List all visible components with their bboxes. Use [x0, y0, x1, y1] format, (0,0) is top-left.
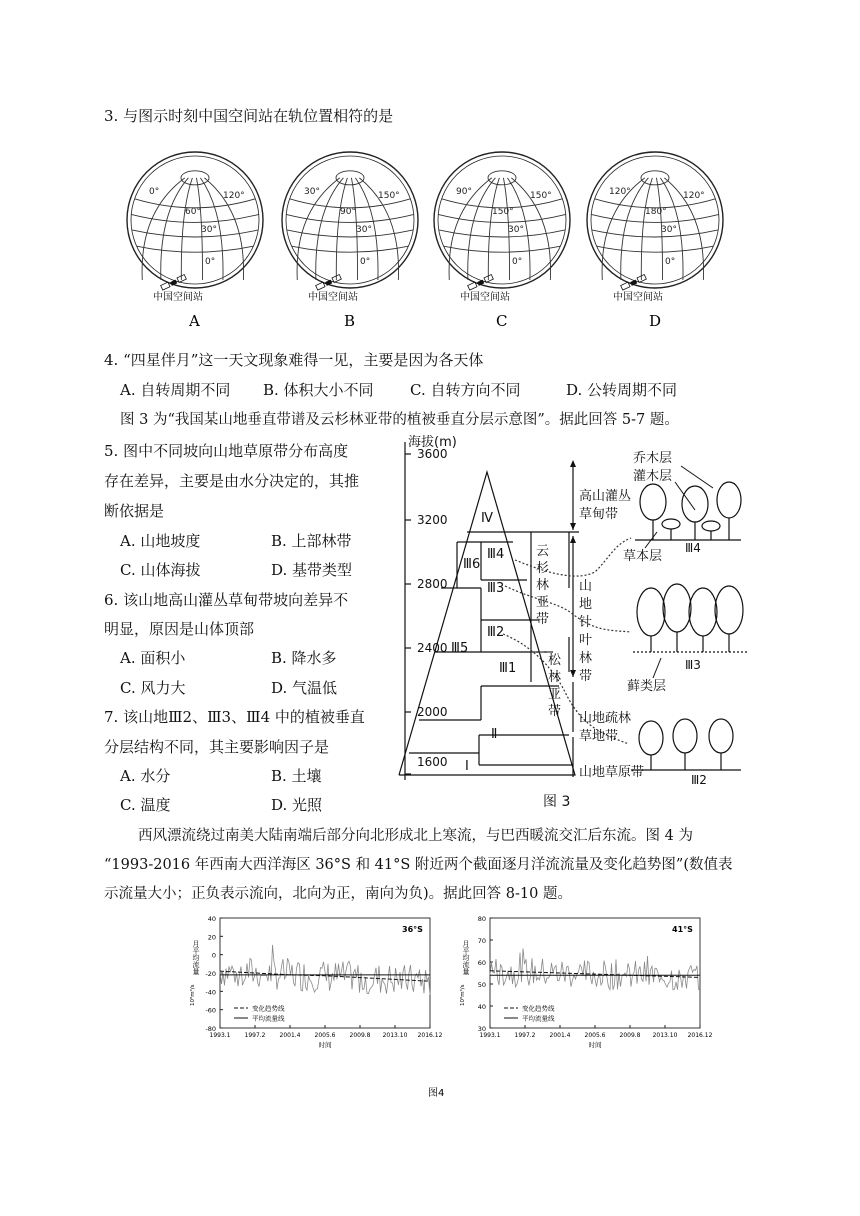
question-3-stem: 3. 与图示时刻中国空间站在轨位置相符的是: [104, 107, 394, 125]
y-tick-label: -60: [205, 1006, 216, 1015]
station-caption: 中国空间站: [460, 292, 510, 303]
x-tick-label: 1997.2: [244, 1032, 266, 1039]
fig3-caption: 图 3: [543, 794, 571, 810]
globe-lon-left: 0°: [149, 187, 160, 197]
globe-lon-mid: 150°: [492, 207, 514, 217]
monthly-flow-series: [490, 948, 700, 989]
fig3-pine-3: 亚: [548, 687, 562, 702]
fig3-spruce-1: 云: [536, 544, 550, 559]
legend-trend: 变化趋势线: [522, 1004, 555, 1013]
fig3-zone-ii: Ⅱ: [491, 727, 498, 742]
y-tick-label: 70: [477, 937, 486, 945]
fig3-conifer-6: 带: [579, 669, 593, 684]
fig3-zone-iv: Ⅳ: [481, 511, 493, 526]
fig3-conifer-1: 山: [579, 579, 593, 594]
panel-title: 41°S: [672, 925, 693, 934]
y-tick-label: 30: [477, 1025, 486, 1033]
globe-lat-30: 30°: [661, 225, 677, 235]
globe-lon-left: 30°: [304, 187, 320, 197]
x-tick-label: 2013.10: [652, 1032, 678, 1039]
globe-d[interactable]: [587, 152, 723, 330]
fig3-pine-4: 带: [548, 704, 562, 719]
fig3-spruce-2: 杉: [536, 561, 550, 576]
station-caption: 中国空间站: [613, 292, 663, 303]
monthly-flow-series: [220, 945, 430, 995]
fig3-spruce-5: 带: [536, 612, 550, 627]
globe-lon-mid: 90°: [340, 207, 356, 217]
globe-lon-left: 120°: [609, 187, 631, 197]
fig3-tree-layer: 乔木层: [633, 451, 673, 466]
globe-lon-mid: 60°: [185, 207, 201, 217]
figure-3-intro: 图 3 为“我国某山地垂直带谱及云杉林亚带的植被垂直分层示意图”。据此回答 5-7 题。: [120, 412, 679, 428]
question-4-stem: 4. “四星伴月”这一天文现象难得一见，主要是因为各天体: [104, 351, 484, 369]
x-tick-label: 2001.4: [279, 1032, 301, 1039]
option-letter[interactable]: C: [496, 312, 508, 330]
q4-option-d[interactable]: D. 公转周期不同: [566, 381, 678, 399]
space-station-icon: [316, 275, 342, 291]
fig3-pine-2: 林: [548, 670, 562, 685]
q6-option-a[interactable]: A. 面积小: [120, 649, 186, 667]
panel-iii2-trees: [631, 719, 741, 770]
globe-lon-right: 150°: [530, 191, 552, 201]
q6-option-d[interactable]: D. 气温低: [271, 679, 338, 697]
globe-lat-0: 0°: [205, 257, 216, 267]
fig3-y-title: 海拔(m): [408, 435, 457, 450]
fig3-sparse-1: 山地疏林: [579, 711, 632, 726]
x-axis-title: 时间: [318, 1041, 332, 1049]
q7-option-b[interactable]: B. 土壤: [271, 767, 322, 785]
x-tick-label: 2009.8: [349, 1032, 371, 1039]
y-axis-title: 月平均流量: [192, 940, 200, 975]
q7-option-a[interactable]: A. 水分: [120, 767, 171, 785]
globe-c[interactable]: [434, 152, 570, 330]
y-tick-label: -40: [205, 988, 216, 997]
globe-lon-right: 150°: [378, 191, 400, 201]
x-tick-label: 1993.1: [479, 1032, 501, 1039]
globe-figure-row: [0, 148, 860, 348]
flow-chart-36s: [189, 915, 443, 1049]
y-tick-label: 20: [207, 933, 216, 942]
fig3-herb-layer: 草本层: [623, 549, 663, 564]
flow-chart-41s: [459, 915, 713, 1049]
globe-a[interactable]: [127, 152, 263, 330]
fig3-shrub-layer: 灌木层: [633, 469, 673, 484]
fig3-conifer-2: 地: [579, 597, 593, 612]
fig3-moss-layer: 藓类层: [627, 679, 667, 694]
figure-3-vertical-zonation: [395, 432, 765, 812]
globe-lon-mid: 180°: [645, 207, 667, 217]
fig3-panel-iii4: Ⅲ4: [685, 541, 701, 555]
figure-4-intro-line-3: 示流量大小；正负表示流向，北向为正，南向为负)。据此回答 8-10 题。: [104, 886, 572, 902]
q7-option-d[interactable]: D. 光照: [271, 796, 323, 814]
panel-title: 36°S: [402, 925, 423, 934]
fig3-tick-3600: 3600: [417, 447, 448, 461]
q5-option-d[interactable]: D. 基带类型: [271, 561, 353, 579]
q5-option-b[interactable]: B. 上部林带: [271, 532, 352, 550]
globe-lat-0: 0°: [360, 257, 371, 267]
fig3-spruce-3: 林: [536, 578, 550, 593]
y-tick-label: 80: [477, 915, 486, 923]
q5-stem-line-1: 5. 图中不同坡向山地草原带分布高度: [104, 442, 349, 460]
fig3-tick-3200: 3200: [417, 513, 448, 527]
fig3-conifer-3: 针: [579, 615, 593, 630]
x-tick-label: 1997.2: [514, 1032, 536, 1039]
fig3-panel-iii3: Ⅲ3: [685, 658, 701, 672]
globe-lon-right: 120°: [683, 191, 705, 201]
y-axis-unit: 10⁶m³/s: [460, 984, 466, 1006]
panel-iii4-trees: [635, 482, 741, 540]
fig3-alpine-2: 草甸带: [579, 507, 619, 522]
q5-stem-line-3: 断依据是: [104, 502, 165, 520]
globe-lon-left: 90°: [456, 187, 472, 197]
fig3-panel-iii2: Ⅲ2: [691, 773, 707, 787]
q7-option-c[interactable]: C. 温度: [120, 796, 171, 814]
q7-stem-line-2: 分层结构不同，其主要影响因子是: [104, 738, 330, 756]
space-station-icon: [161, 275, 187, 291]
figure-4-intro-line-2: “1993-2016 年西南大西洋海区 36°S 和 41°S 附近两个截面逐月洋流流量及变化趋势图”(数值表: [104, 857, 733, 873]
y-axis-unit: 10⁶m³/s: [190, 984, 196, 1006]
q5-option-a[interactable]: A. 山地坡度: [120, 532, 201, 550]
legend-trend: 变化趋势线: [252, 1004, 285, 1013]
globe-lon-right: 120°: [223, 191, 245, 201]
q7-stem-line-1: 7. 该山地Ⅲ2、Ⅲ3、Ⅲ4 中的植被垂直: [104, 708, 365, 726]
fig3-zone-iii4: Ⅲ4: [487, 547, 505, 562]
x-axis-title: 时间: [588, 1041, 602, 1049]
fig3-tick-2000: 2000: [417, 705, 448, 719]
option-letter[interactable]: D: [649, 312, 662, 330]
option-letter[interactable]: A: [189, 312, 200, 330]
fig3-conifer-4: 叶: [579, 633, 593, 648]
panel-iii3-trees: [633, 584, 747, 652]
fig3-steppe: 山地草原带: [579, 765, 645, 780]
q6-stem-line-2: 明显，原因是山体顶部: [104, 620, 255, 638]
station-caption: 中国空间站: [308, 292, 358, 303]
globe-lat-30: 30°: [356, 225, 372, 235]
q4-option-a[interactable]: A. 自转周期不同: [120, 381, 231, 399]
x-tick-label: 2013.10: [382, 1032, 408, 1039]
fig3-zone-iii1: Ⅲ1: [499, 661, 517, 676]
fig3-zone-iii6: Ⅲ6: [463, 557, 481, 572]
x-tick-label: 2005.6: [584, 1032, 606, 1039]
x-tick-label: 1993.1: [209, 1032, 231, 1039]
globe-b[interactable]: [282, 152, 418, 330]
q5-option-c[interactable]: C. 山体海拔: [120, 561, 201, 579]
x-tick-label: 2001.4: [549, 1032, 571, 1039]
y-tick-label: 40: [207, 915, 216, 923]
q4-option-b[interactable]: B. 体积大小不同: [263, 381, 374, 399]
q5-stem-line-2: 存在差异，主要是由水分决定的，其推: [104, 472, 360, 490]
figure-4-caption: 图4: [428, 1088, 445, 1099]
fig3-conifer-5: 林: [579, 651, 593, 666]
y-tick-label: -80: [205, 1025, 216, 1033]
fig3-alpine-1: 高山灌丛: [579, 489, 632, 504]
q6-stem-line-1: 6. 该山地高山灌丛草甸带坡向差异不: [104, 591, 349, 609]
fig3-pine-1: 松: [548, 653, 562, 668]
y-tick-label: 50: [477, 981, 486, 989]
fig3-zone-i: Ⅰ: [465, 759, 469, 774]
fig3-spruce-4: 亚: [536, 595, 550, 610]
x-tick-label: 2016.12: [417, 1032, 443, 1039]
y-tick-label: 0: [211, 951, 216, 960]
fig3-sparse-2: 草地带: [579, 729, 619, 744]
space-station-icon: [468, 275, 494, 291]
globe-lat-0: 0°: [512, 257, 523, 267]
fig3-tick-2800: 2800: [417, 577, 448, 591]
y-tick-label: 60: [477, 959, 486, 967]
space-station-icon: [621, 275, 647, 291]
y-tick-label: 40: [477, 1003, 486, 1011]
q4-option-c[interactable]: C. 自转方向不同: [410, 381, 521, 399]
fig3-tick-2400: 2400: [417, 641, 448, 655]
q6-option-c[interactable]: C. 风力大: [120, 679, 186, 697]
y-axis-title: 月平均流量: [462, 940, 470, 975]
globe-lat-0: 0°: [665, 257, 676, 267]
fig3-zone-iii2: Ⅲ2: [487, 625, 505, 640]
fig3-zone-iii5: Ⅲ5: [451, 641, 469, 656]
y-tick-label: -20: [205, 970, 216, 978]
globe-lat-30: 30°: [508, 225, 524, 235]
x-tick-label: 2009.8: [619, 1032, 641, 1039]
legend-mean: 平均流量线: [522, 1014, 555, 1023]
x-tick-label: 2005.6: [314, 1032, 336, 1039]
q6-option-b[interactable]: B. 降水多: [271, 649, 337, 667]
fig3-tick-1600: 1600: [417, 755, 448, 769]
x-tick-label: 2016.12: [687, 1032, 713, 1039]
legend-mean: 平均流量线: [252, 1014, 285, 1023]
fig3-zone-iii3: Ⅲ3: [487, 581, 505, 596]
figure-4-intro-line-1: 西风漂流绕过南美大陆南端后部分向北形成北上寒流，与巴西暖流交汇后东流。图 4 为: [138, 828, 693, 844]
globe-lat-30: 30°: [201, 225, 217, 235]
figure-4-flow-charts: [180, 910, 740, 1110]
station-caption: 中国空间站: [153, 292, 203, 303]
option-letter[interactable]: B: [344, 312, 356, 330]
